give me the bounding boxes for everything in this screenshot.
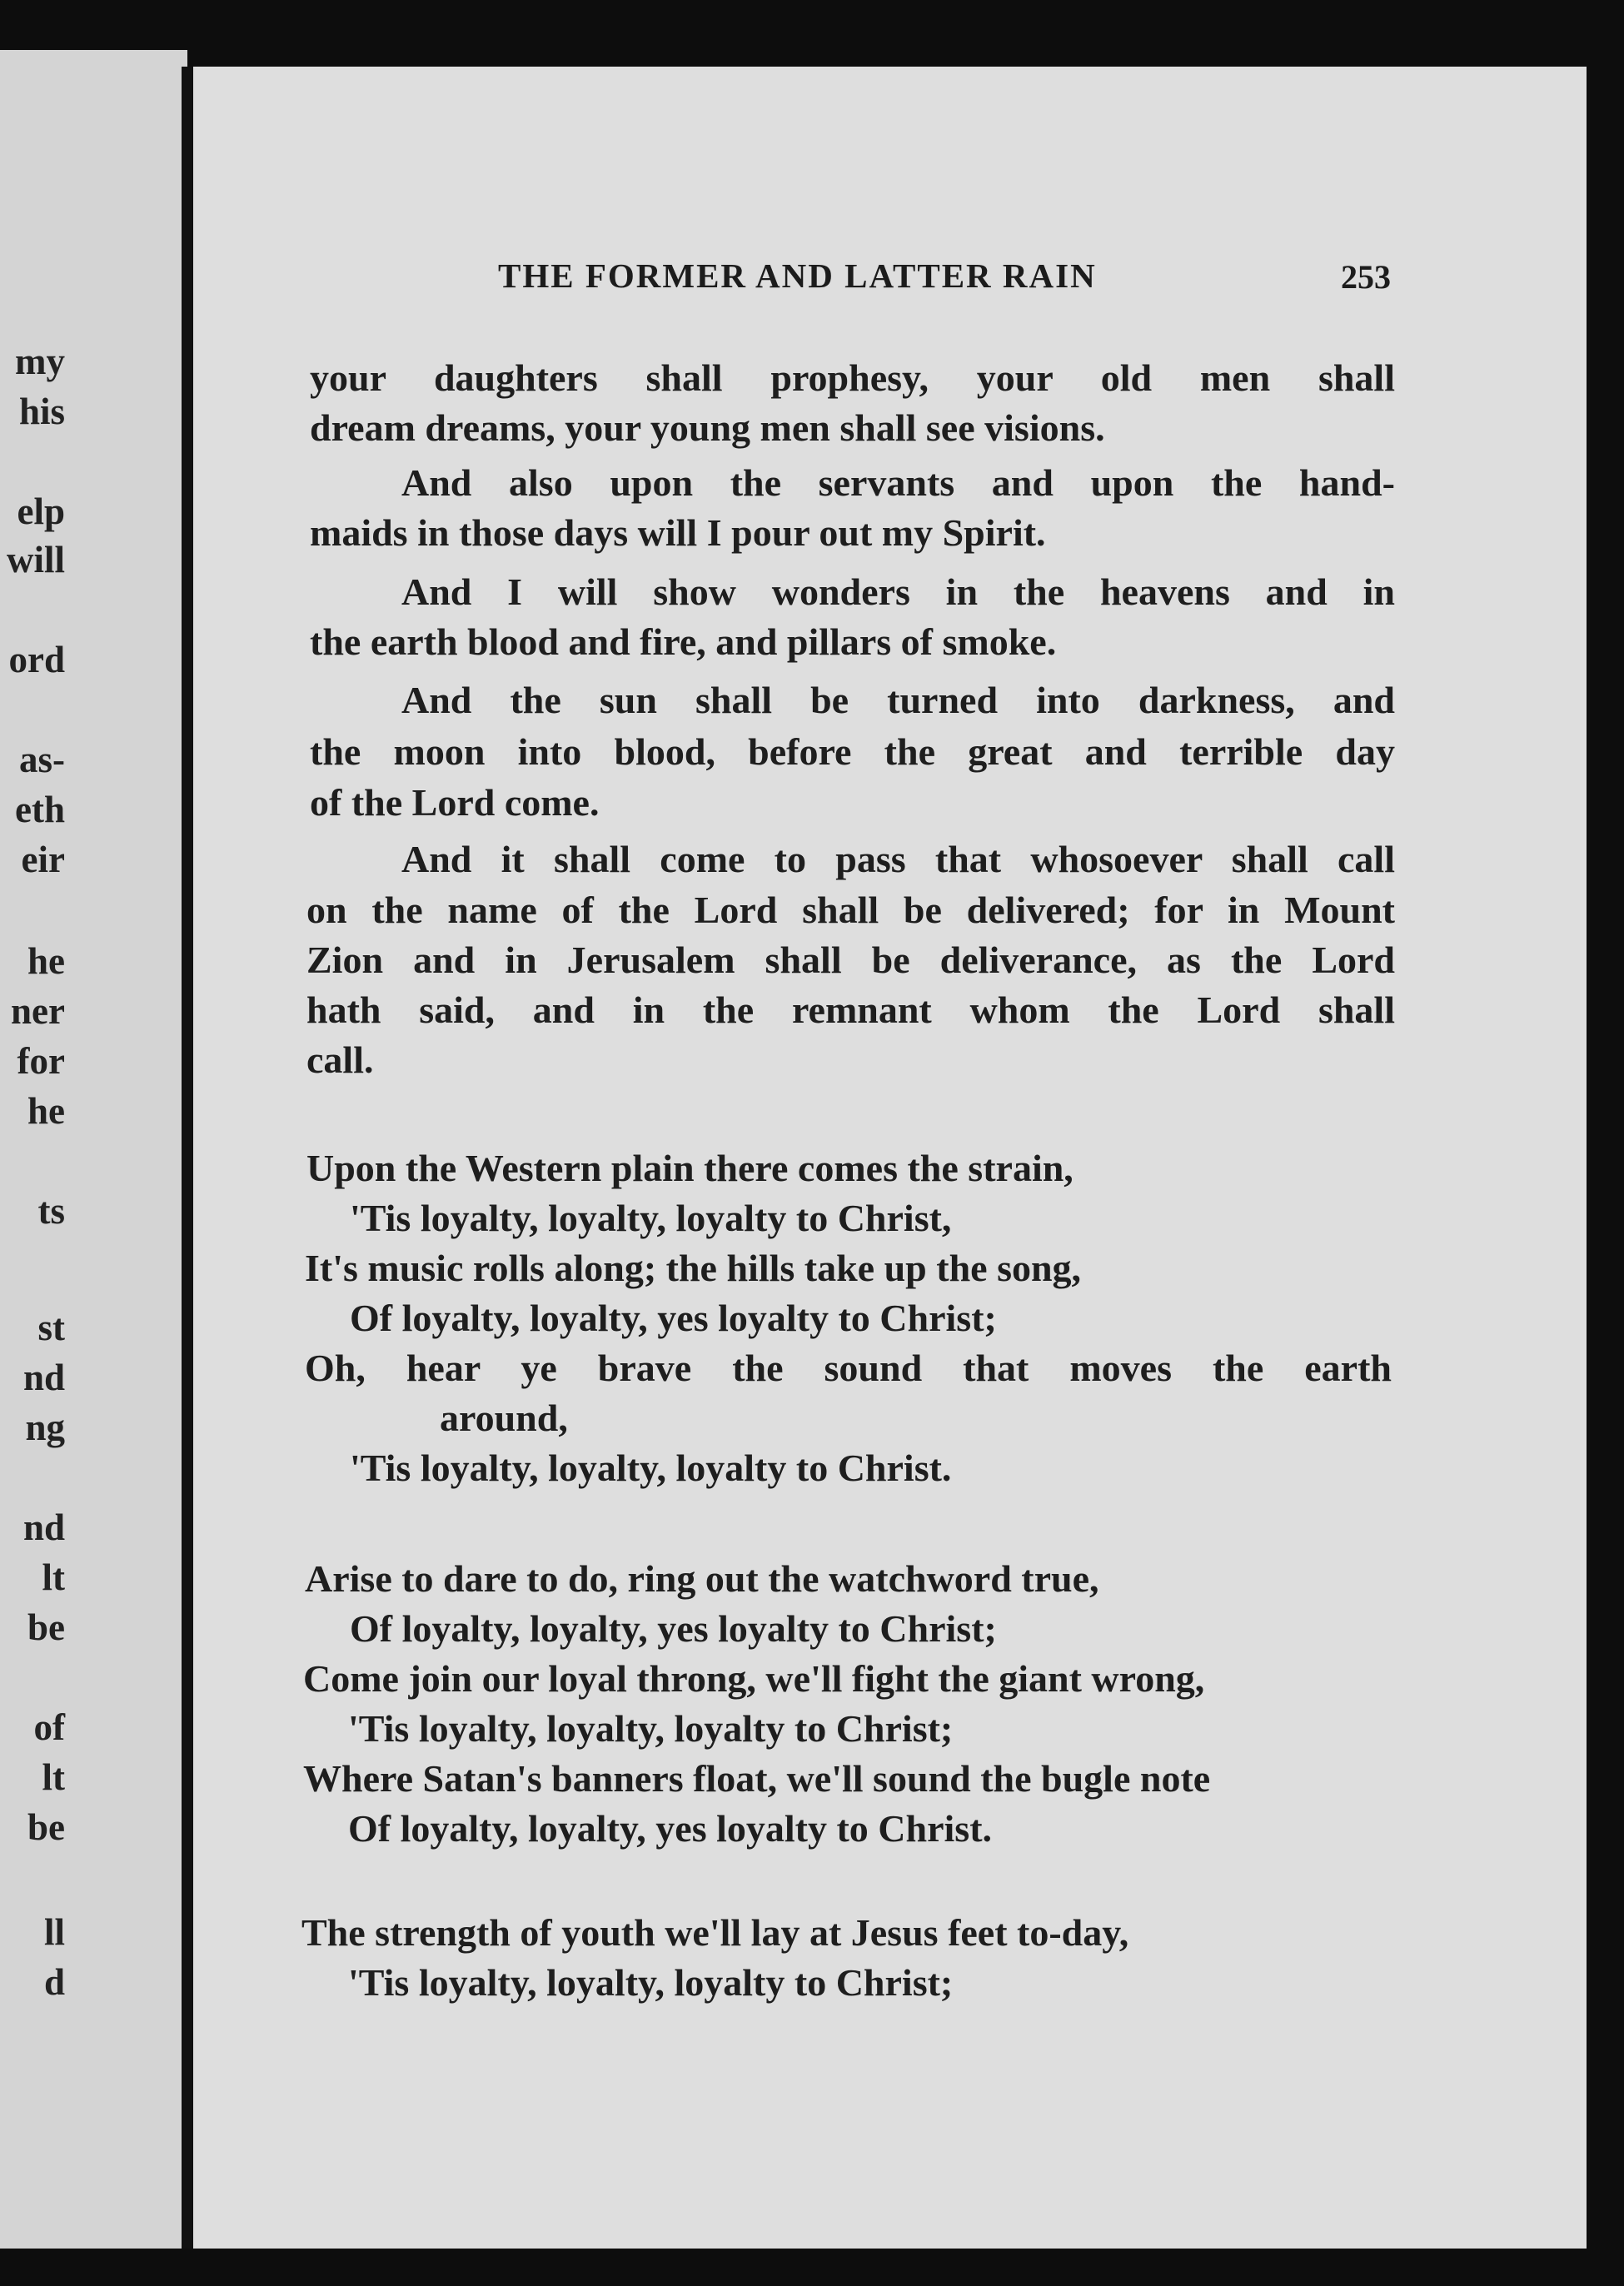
facing-page-fragment: he xyxy=(27,1090,65,1132)
facing-page-fragment: ll xyxy=(43,1911,65,1953)
poem-line: Of loyalty, loyalty, yes loyalty to Christ. xyxy=(348,1807,993,1850)
prose-line: call. xyxy=(306,1038,374,1081)
facing-page-fragment: as- xyxy=(19,739,65,780)
poem-line: 'Tis loyalty, loyalty, loyalty to Christ; xyxy=(348,1707,954,1750)
facing-page-fragment: ng xyxy=(25,1407,65,1448)
facing-page-fragment: he xyxy=(27,940,65,982)
poem-line: Oh, hear ye brave the sound that moves the earth xyxy=(305,1347,1392,1389)
facing-page-fragment: for xyxy=(17,1040,65,1082)
facing-page-fragment: nd xyxy=(22,1507,65,1548)
poem-line: Where Satan's banners float, we'll sound the bugle note xyxy=(303,1757,1211,1800)
facing-page-fragment: nd xyxy=(22,1357,65,1398)
poem-line: around, xyxy=(440,1397,568,1439)
prose-line: of the Lord come. xyxy=(310,781,600,824)
poem-line: It's music rolls along; the hills take up the song, xyxy=(305,1247,1082,1289)
poem-line: Of loyalty, loyalty, yes loyalty to Christ; xyxy=(350,1297,997,1339)
facing-page-fragment: my xyxy=(15,341,65,382)
facing-page-fragment: be xyxy=(27,1606,65,1648)
prose-line: And the sun shall be turned into darkness, and xyxy=(401,679,1395,721)
poem-line: Come join our loyal throng, we'll fight the giant wrong, xyxy=(303,1657,1205,1700)
page-number: 253 xyxy=(1341,258,1391,296)
poem-line: Of loyalty, loyalty, yes loyalty to Christ; xyxy=(350,1607,997,1650)
prose-line: on the name of the Lord shall be delivered; for in Mount xyxy=(306,889,1395,931)
facing-page-fragment: ner xyxy=(11,990,65,1032)
facing-page-fragment: lt xyxy=(42,1756,65,1798)
facing-page-fragment: eth xyxy=(15,789,65,830)
scan-border xyxy=(1587,0,1624,2286)
facing-page-fragment: of xyxy=(33,1706,65,1748)
poem-line: The strength of youth we'll lay at Jesus feet to-day, xyxy=(301,1911,1129,1954)
prose-line: hath said, and in the remnant whom the Lord shall xyxy=(306,989,1395,1031)
prose-line: And I will show wonders in the heavens and in xyxy=(401,570,1395,613)
facing-page-fragment: his xyxy=(18,391,65,432)
facing-page-fragment: elp xyxy=(17,491,65,532)
prose-line: And also upon the servants and upon the hand- xyxy=(401,461,1395,504)
facing-page-fragment: st xyxy=(37,1307,65,1348)
facing-page-fragment: lt xyxy=(42,1556,65,1598)
poem-line: 'Tis loyalty, loyalty, loyalty to Christ, xyxy=(350,1197,952,1239)
poem-line: Upon the Western plain there comes the strain, xyxy=(306,1147,1074,1189)
prose-line: dream dreams, your young men shall see visions. xyxy=(310,406,1105,449)
facing-page-fragment: d xyxy=(43,1961,65,2003)
prose-line: And it shall come to pass that whosoever shall call xyxy=(401,838,1395,880)
poem-line: 'Tis loyalty, loyalty, loyalty to Christ. xyxy=(350,1447,952,1489)
prose-line: Zion and in Jerusalem shall be deliverance, as the Lord xyxy=(306,939,1395,981)
facing-page-fragment: ord xyxy=(8,639,65,680)
prose-line: your daughters shall prophesy, your old men shall xyxy=(310,356,1395,399)
facing-page-fragment: ts xyxy=(37,1190,65,1232)
prose-line: maids in those days will I pour out my Spirit. xyxy=(310,511,1046,554)
facing-page-fragment: will xyxy=(6,539,65,580)
facing-page-fragment: eir xyxy=(21,839,65,880)
running-head: THE FORMER AND LATTER RAIN xyxy=(498,256,1097,295)
prose-line: the earth blood and fire, and pillars of smoke. xyxy=(310,620,1057,663)
prose-line: the moon into blood, before the great and terrible day xyxy=(310,730,1395,773)
poem-line: 'Tis loyalty, loyalty, loyalty to Christ; xyxy=(348,1961,954,2004)
poem-line: Arise to dare to do, ring out the watchword true, xyxy=(305,1557,1099,1600)
facing-page-fragment: be xyxy=(27,1806,65,1848)
